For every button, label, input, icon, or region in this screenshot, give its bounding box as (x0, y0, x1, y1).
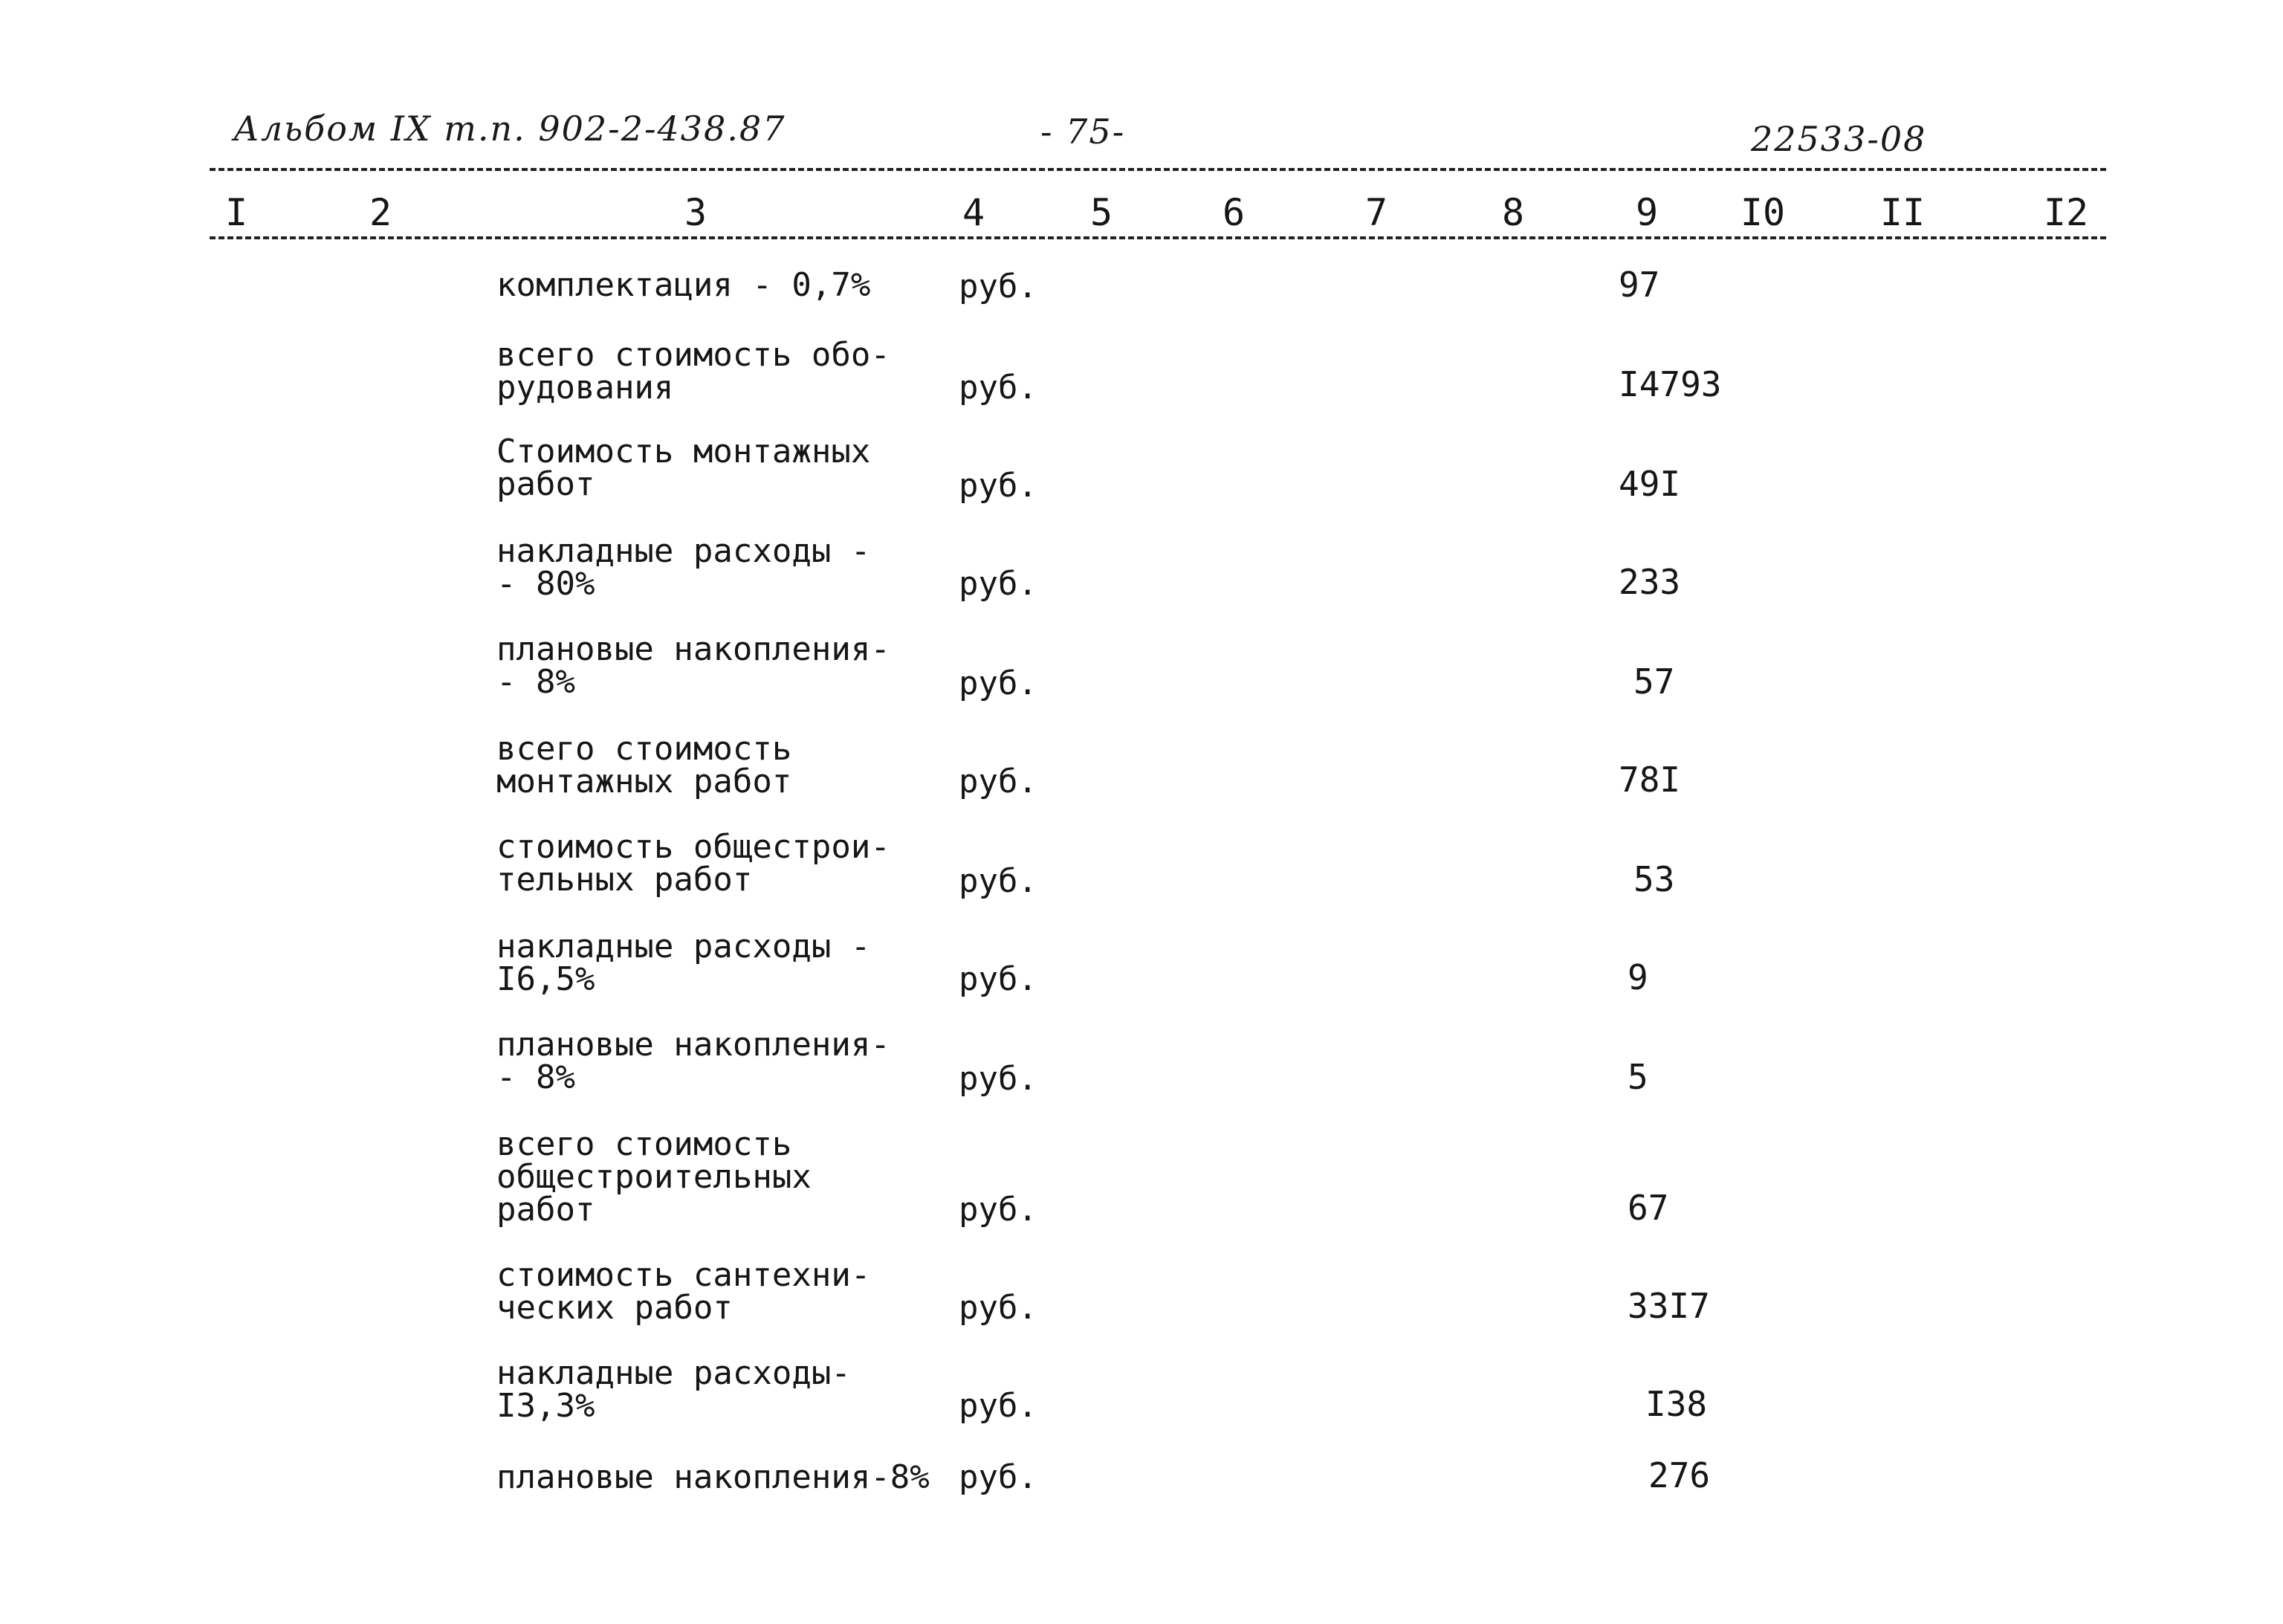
row-description: всего стоимость обо- рудования (496, 336, 890, 407)
album-reference: Альбом IX т.п. 902-2-438.87 (233, 109, 786, 149)
document-code: 22533-08 (1751, 119, 1927, 159)
row-unit: руб. (959, 1289, 1037, 1327)
row-unit: руб. (959, 268, 1037, 305)
column-number: 8 (1501, 191, 1525, 234)
row-description: плановые накопления-8% (496, 1458, 930, 1496)
column-number: II (1879, 191, 1926, 234)
row-unit: руб. (959, 862, 1037, 900)
column-number: 6 (1222, 191, 1246, 234)
column-number: 4 (962, 191, 985, 234)
row-description: накладные расходы - - 80% (496, 532, 871, 603)
row-unit: руб. (959, 1458, 1037, 1496)
row-unit: руб. (959, 763, 1037, 800)
row-unit: руб. (959, 1387, 1037, 1425)
row-description: плановые накопления- - 8% (496, 630, 890, 701)
row-value: 9 (1628, 957, 1648, 997)
row-description: всего стоимость монтажных работ (496, 730, 792, 800)
row-unit: руб. (959, 565, 1037, 603)
row-value: I38 (1645, 1384, 1708, 1424)
row-value: 97 (1619, 265, 1660, 305)
row-description: комплектация - 0,7% (496, 266, 871, 304)
row-description: стоимость общестрои- тельных работ (496, 828, 890, 899)
row-description: всего стоимость общестроительных работ (496, 1125, 812, 1229)
column-number: 5 (1089, 191, 1113, 234)
row-value: I4793 (1619, 364, 1722, 404)
column-number: I0 (1740, 191, 1786, 234)
row-value: 276 (1648, 1455, 1711, 1495)
page-number: - 75- (1040, 111, 1126, 152)
column-number: I2 (2043, 191, 2089, 234)
row-value: 67 (1628, 1188, 1669, 1228)
row-value: 33I7 (1628, 1286, 1710, 1326)
row-unit: руб. (959, 1060, 1037, 1098)
row-unit: руб. (959, 664, 1037, 702)
row-unit: руб. (959, 1191, 1037, 1229)
row-description: плановые накопления- - 8% (496, 1026, 890, 1096)
row-value: 5 (1628, 1057, 1648, 1097)
column-number: 2 (369, 191, 392, 234)
row-value: 233 (1619, 562, 1681, 602)
header-bottom-rule (210, 236, 2106, 239)
column-number: 3 (684, 191, 707, 234)
row-value: 78I (1619, 760, 1681, 800)
row-value: 53 (1633, 859, 1675, 899)
row-description: стоимость сантехни- ческих работ (496, 1256, 871, 1327)
row-value: 49I (1619, 464, 1681, 504)
column-number: 7 (1364, 191, 1388, 234)
row-unit: руб. (959, 369, 1037, 407)
row-description: накладные расходы - I6,5% (496, 928, 871, 998)
row-value: 57 (1633, 661, 1675, 702)
column-number: 9 (1635, 191, 1659, 234)
row-description: накладные расходы- I3,3% (496, 1354, 851, 1425)
row-unit: руб. (959, 960, 1037, 998)
column-number: I (224, 191, 248, 234)
row-unit: руб. (959, 467, 1037, 505)
row-description: Стоимость монтажных работ (496, 433, 871, 503)
header-top-rule (210, 168, 2106, 171)
